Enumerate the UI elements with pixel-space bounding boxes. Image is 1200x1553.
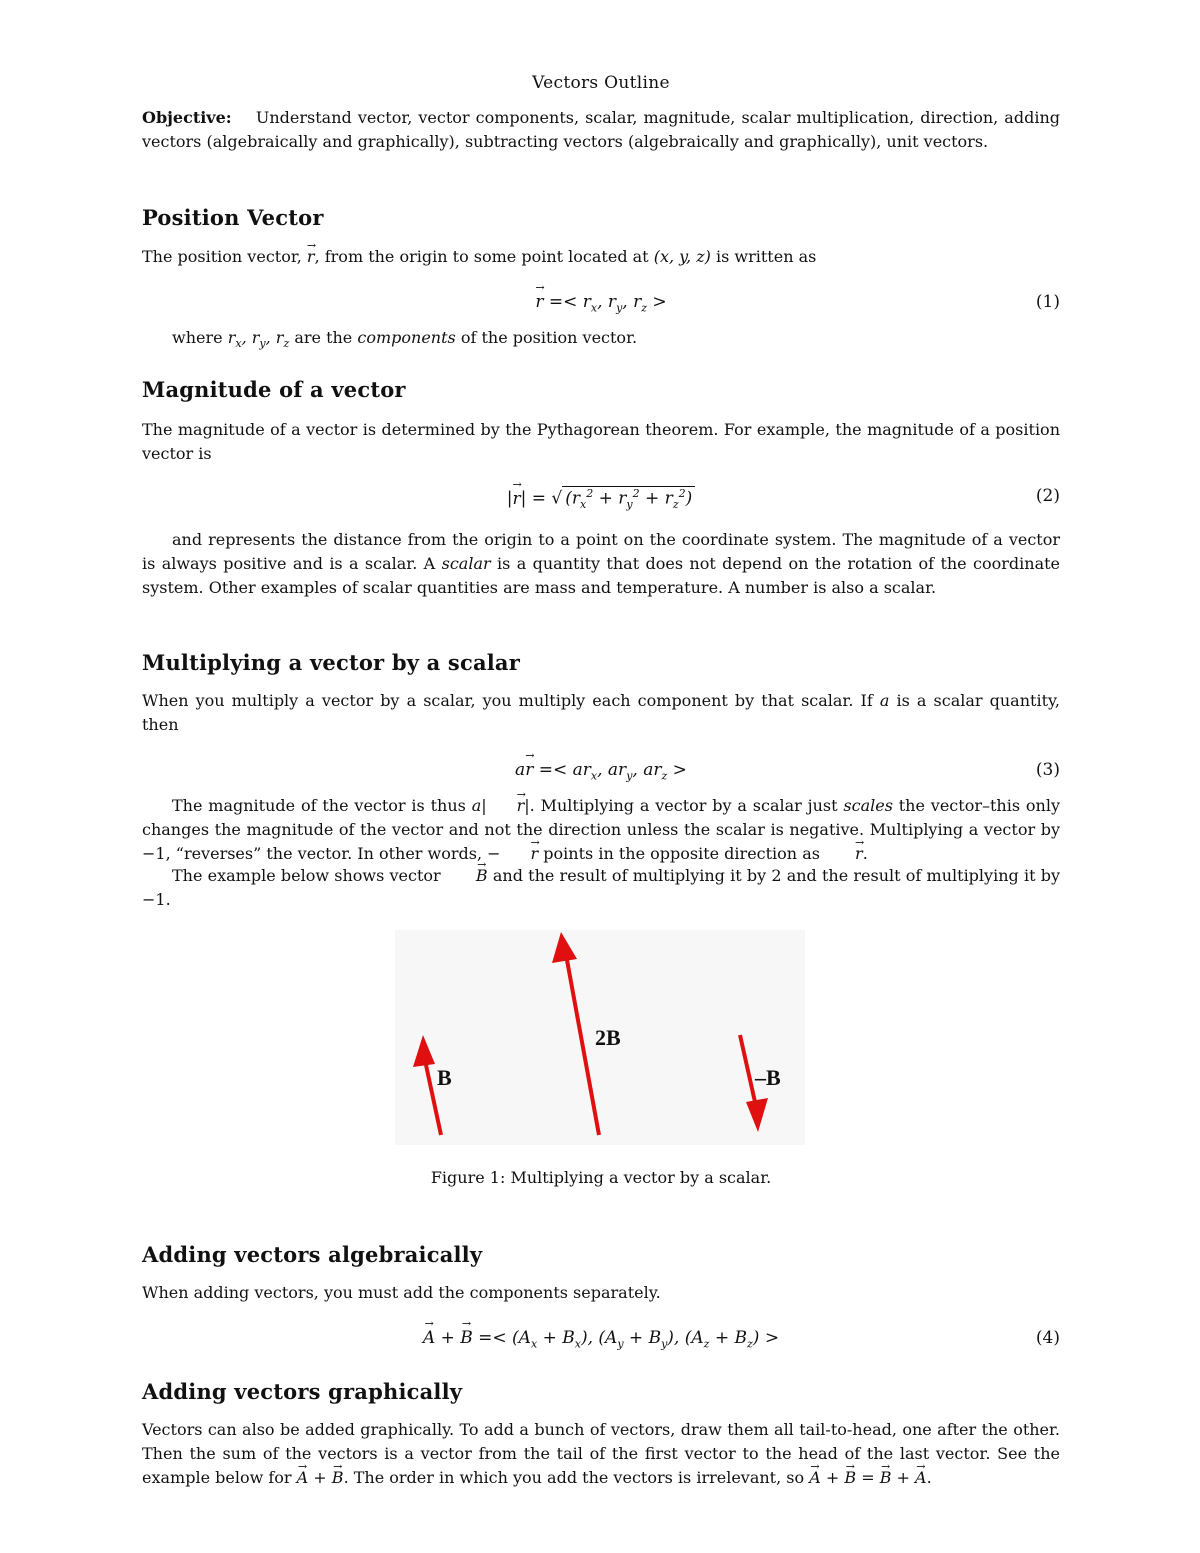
equation-3-number: (3) (1035, 760, 1060, 780)
adding-graphically-paragraph: Vectors can also be added graphically. To add a bunch of vectors, draw them all tail-to-head, one after the other. Then the sum of the vectors is a vector from the tail of the first vector to the head of the last vector. See the example below for → A + → B. The order in which you add the vectors is irrelevant, so → A + → B = → B + → A. (142, 1418, 1060, 1490)
vector-r: → r (307, 245, 315, 269)
objective-text: Understand vector, vector components, scalar, magnitude, scalar multiplication, direction, adding vectors (algebraically and graphically), subtracting vectors (algebraically and graphically), unit vectors. (142, 108, 1060, 151)
heading-scalar-multiplication: Multiplying a vector by a scalar (142, 650, 521, 675)
components-paragraph: where $r_x$, $r_y$, $r_z$ are the components of the position vector. (172, 328, 638, 351)
magnitude-paragraph-1: The magnitude of a vector is determined by the Pythagorean theorem. For example, the magnitude of a position vector is (142, 420, 1060, 463)
equation-1-body: → $r =< r_x$, $r_y$, $r_z$ > (142, 292, 1060, 314)
scalar-paragraph-3: The example below shows vector → B and the result of multiplying it by 2 and the result of multiplying it by −1. (142, 864, 1060, 912)
equation-4-number: (4) (1035, 1328, 1060, 1348)
scalar-paragraph-2: The magnitude of the vector is thus a|→ r|. Multiplying a vector by a scalar just scales the vector–this only changes the magnitude of the vector and not the direction unless the scalar is negative. Multiplying a vector by −1, “reverses” the vector. In other words, −→ r points in the opposite direction as → r. (142, 794, 1060, 866)
document-title: Vectors Outline (532, 73, 670, 93)
label-2b: 2B (595, 1025, 621, 1050)
point-xyz: (x, y, z) (653, 247, 711, 266)
equation-2-number: (2) (1035, 486, 1060, 506)
label-b: B (437, 1065, 452, 1090)
equation-3 (142, 760, 1060, 790)
equation-4-body: → A + → $B =< (A_x + B_x)$, $(A_y + B_y)$, $(A_z + B_z)$ > (142, 1328, 1060, 1350)
equation-2 (142, 486, 1060, 516)
scalar-paragraph-1: When you multiply a vector by a scalar, you multiply each component by that scalar. If a is a scalar quantity, then (142, 691, 1060, 734)
heading-magnitude: Magnitude of a vector (142, 377, 406, 402)
magnitude-paragraph-2: and represents the distance from the origin to a point on the coordinate system. The magnitude of a vector is always positive and is a scalar. A scalar is a quantity that does not depend on the rotation of the coordinate system. Other examples of scalar quantities are mass and temperature. A number is also a scalar. (142, 530, 1061, 597)
label-neg-b: –B (755, 1065, 781, 1090)
objective-label: Objective: (142, 108, 232, 127)
equation-1-number: (1) (1035, 292, 1060, 312)
scalar-multiplication-figure (395, 930, 805, 1145)
adding-algebraically-paragraph: When adding vectors, you must add the components separately. (142, 1283, 661, 1302)
figure-caption: Figure 1: Multiplying a vector by a scalar. (430, 1168, 772, 1187)
equation-1 (142, 292, 1060, 322)
equation-3-body: $a\to r =< ar_x$, $ar_y$, $ar_z$ > (142, 760, 1060, 782)
heading-adding-graphically: Adding vectors graphically (142, 1379, 463, 1404)
equation-2-body: |→ r| = √ $(r_x^2 + r_y^2 + r_z^2)$ (142, 486, 1060, 511)
heading-adding-algebraically: Adding vectors algebraically (142, 1242, 483, 1267)
objective-paragraph (142, 106, 1060, 154)
position-paragraph: The position vector, → r, from the origin to some point located at (x, y, z) is written as (142, 245, 1060, 269)
heading-position-vector: Position Vector (142, 205, 324, 230)
equation-4 (142, 1328, 1060, 1358)
